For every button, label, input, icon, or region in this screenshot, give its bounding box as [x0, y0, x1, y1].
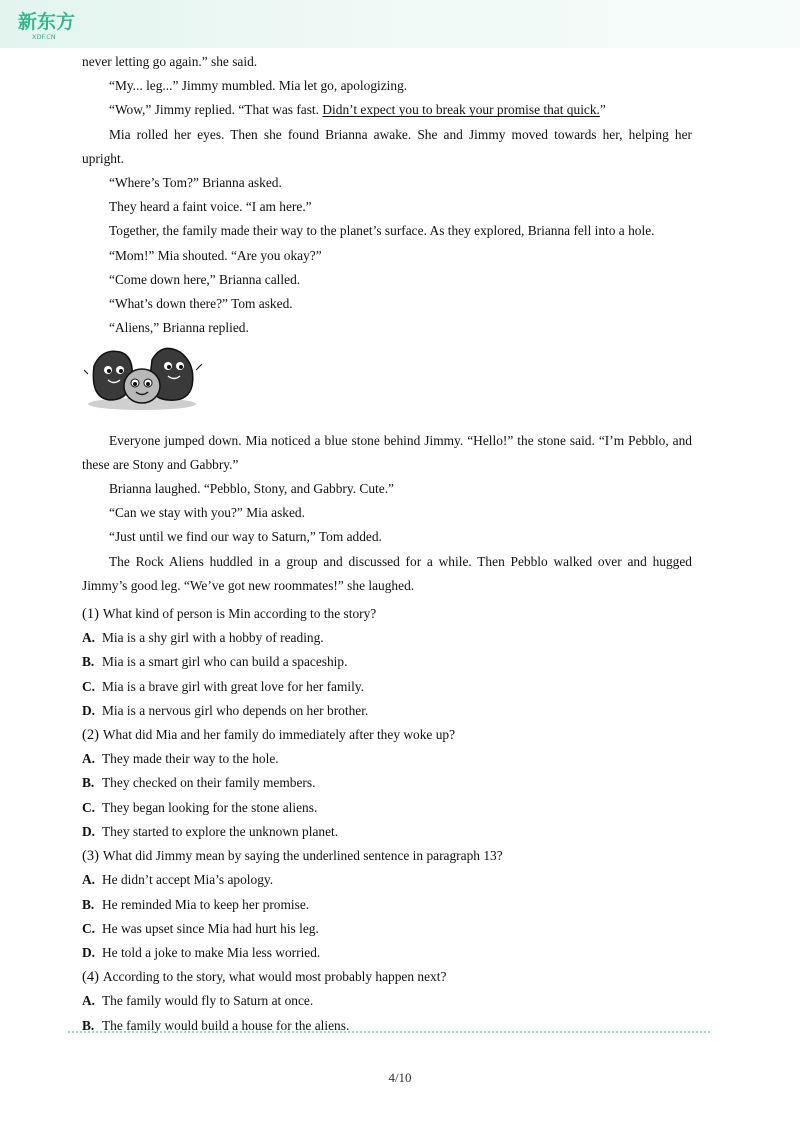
- answer-option: C. He was upset since Mia had hurt his leg.: [82, 920, 319, 936]
- answer-option: A. They made their way to the hole.: [82, 751, 279, 767]
- question-4: [82, 965, 692, 1038]
- question-stem: (1) What kind of person is Min according to the story?: [82, 606, 377, 623]
- answer-option: C. Mia is a brave girl with great love for her family.: [82, 678, 365, 694]
- footer-divider: [68, 1031, 710, 1033]
- story-paragraph: Brianna laughed. “Pebblo, Stony, and Gabbry. Cute.”: [109, 481, 394, 497]
- question-2: [82, 723, 692, 844]
- story-paragraph: never letting go again.” she said.: [82, 54, 258, 69]
- story-paragraph: Everyone jumped down. Mia noticed a blue stone behind Jimmy. “Hello!” the stone said. “I’m Pebblo, and these are Stony and Gabbry.”: [82, 432, 692, 472]
- question-3: [82, 844, 692, 965]
- story-paragraph: “What’s down there?” Tom asked.: [109, 296, 293, 312]
- header-band: [0, 0, 800, 48]
- answer-option: D. They started to explore the unknown planet.: [82, 823, 339, 839]
- svg-text:XDF.CN: XDF.CN: [32, 33, 56, 41]
- story-paragraph: “Wow,” Jimmy replied. “That was fast. Didn’t expect you to break your promise that quick.”: [109, 102, 606, 118]
- story-paragraph: “Aliens,” Brianna replied.: [109, 320, 249, 336]
- story-paragraph: Together, the family made their way to the planet’s surface. As they explored, Brianna fell into a hole.: [109, 223, 655, 239]
- answer-option: B. Mia is a smart girl who can build a spaceship.: [82, 654, 348, 670]
- question-1: [82, 602, 692, 723]
- story-paragraph: “Come down here,” Brianna called.: [109, 271, 301, 287]
- answer-option: A. Mia is a shy girl with a hobby of reading.: [82, 630, 324, 646]
- story-paragraph: The Rock Aliens huddled in a group and discussed for a while. Then Pebblo walked over and hugged Jimmy’s good leg. “We’ve got new roommates!” she laughed.: [82, 553, 692, 593]
- story-paragraph: “Just until we find our way to Saturn,” Tom added.: [109, 529, 382, 545]
- story-paragraph: Mia rolled her eyes. Then she found Brianna awake. She and Jimmy moved towards her, helping her upright.: [82, 126, 692, 166]
- story-paragraph: “Mom!” Mia shouted. “Are you okay?”: [109, 247, 322, 263]
- xdf-logo: [18, 8, 78, 42]
- rock-aliens-illustration: [84, 344, 204, 414]
- story-paragraph: They heard a faint voice. “I am here.”: [109, 199, 312, 215]
- answer-option: A. The family would fly to Saturn at once.: [82, 993, 314, 1009]
- story-paragraph: “My... leg...” Jimmy mumbled. Mia let go, apologizing.: [109, 78, 408, 94]
- page-content: [82, 50, 692, 1038]
- answer-option: B. They checked on their family members.: [82, 775, 316, 791]
- answer-option: D. He told a joke to make Mia less worried.: [82, 944, 321, 960]
- answer-option: C. They began looking for the stone aliens.: [82, 799, 318, 815]
- answer-option: D. Mia is a nervous girl who depends on her brother.: [82, 702, 369, 718]
- question-stem: (2) What did Mia and her family do immediately after they woke up?: [82, 727, 456, 744]
- question-stem: (3) What did Jimmy mean by saying the underlined sentence in paragraph 13?: [82, 848, 503, 865]
- page-number: 4/10: [388, 1070, 412, 1085]
- svg-text:新东方: 新东方: [18, 11, 76, 33]
- story-paragraph: “Where’s Tom?” Brianna asked.: [109, 175, 282, 191]
- story-paragraph: “Can we stay with you?” Mia asked.: [109, 505, 305, 521]
- underlined-sentence: Didn’t expect you to break your promise that quick.: [322, 102, 600, 118]
- answer-option: B. He reminded Mia to keep her promise.: [82, 896, 310, 912]
- question-stem: (4) According to the story, what would most probably happen next?: [82, 969, 447, 986]
- answer-option: B. The family would build a house for the aliens.: [82, 1017, 350, 1033]
- answer-option: A. He didn’t accept Mia’s apology.: [82, 872, 274, 888]
